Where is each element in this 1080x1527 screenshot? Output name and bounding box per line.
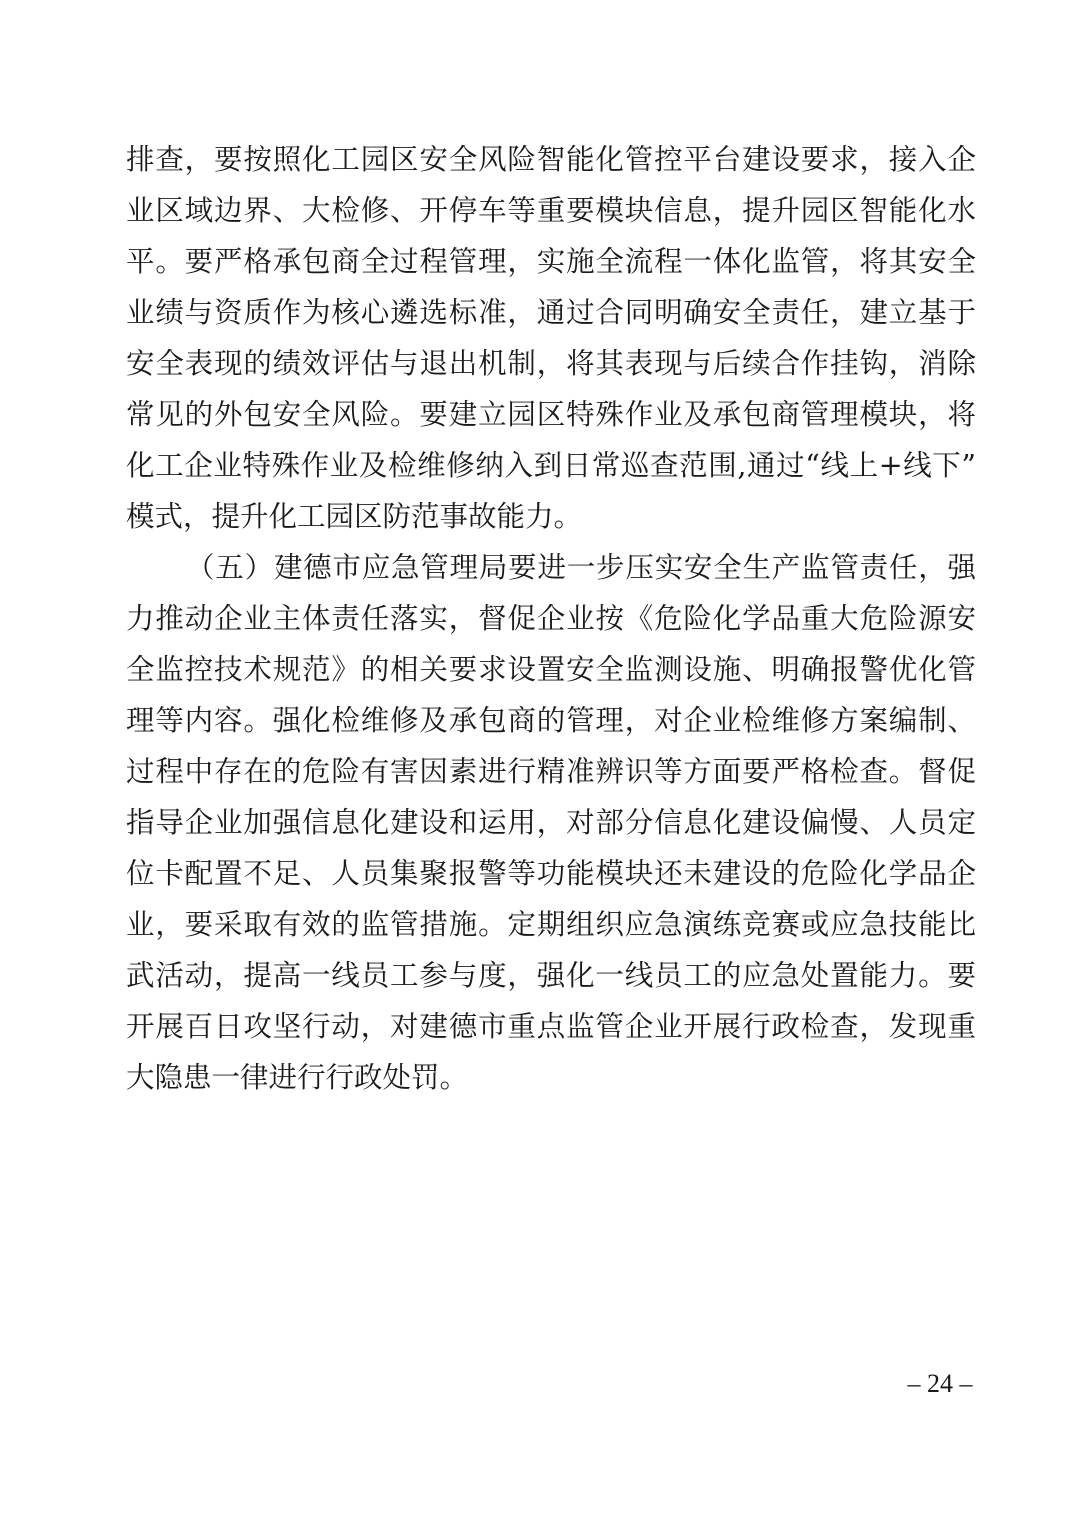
paragraph-5-line-10: 开展百日攻坚行动，对建德市重点监管企业开展行政检查，发现重 [126,1010,976,1043]
body-line-2: 业区域边界、大检修、开停车等重要模块信息，提升园区智能化水 [126,194,976,227]
body-line-7: 化工企业特殊作业及检维修纳入到日常巡查范围,通过“线上+线下” [126,449,976,482]
paragraph-5-line-8: 业，要采取有效的监管措施。定期组织应急演练竞赛或应急技能比 [126,908,976,941]
paragraph-5-line-7: 位卡配置不足、人员集聚报警等功能模块还未建设的危险化学品企 [126,857,976,890]
body-line-5: 安全表现的绩效评估与退出机制，将其表现与后续合作挂钩，消除 [126,347,976,380]
paragraph-5-line-6: 指导企业加强信息化建设和运用，对部分信息化建设偏慢、人员定 [126,806,976,839]
body-line-4: 业绩与资质作为核心遴选标准，通过合同明确安全责任，建立基于 [126,296,976,329]
paragraph-5-line-2: 力推动企业主体责任落实，督促企业按《危险化学品重大危险源安 [126,602,976,635]
paragraph-5-line-3: 全监控技术规范》的相关要求设置安全监测设施、明确报警优化管 [126,653,976,686]
paragraph-5-line-4: 理等内容。强化检维修及承包商的管理，对企业检维修方案编制、 [126,704,976,737]
body-line-8: 模式，提升化工园区防范事故能力。 [126,500,583,533]
page-number: – 24 – [907,1369,973,1398]
body-line-3: 平。要严格承包商全过程管理，实施全流程一体化监管，将其安全 [126,245,976,278]
body-line-1: 排查，要按照化工园区安全风险智能化管控平台建设要求，接入企 [126,143,976,176]
paragraph-5-line-9: 武活动，提高一线员工参与度，强化一线员工的应急处置能力。要 [126,959,976,992]
paragraph-5-line-11: 大隐患一律进行行政处罚。 [126,1061,469,1094]
paragraph-5-line-1: （五）建德市应急管理局要进一步压实安全生产监管责任，强 [186,551,976,584]
body-line-6: 常见的外包安全风险。要建立园区特殊作业及承包商管理模块，将 [126,398,976,431]
paragraph-5-line-5: 过程中存在的危险有害因素进行精准辨识等方面要严格检查。督促 [126,755,976,788]
